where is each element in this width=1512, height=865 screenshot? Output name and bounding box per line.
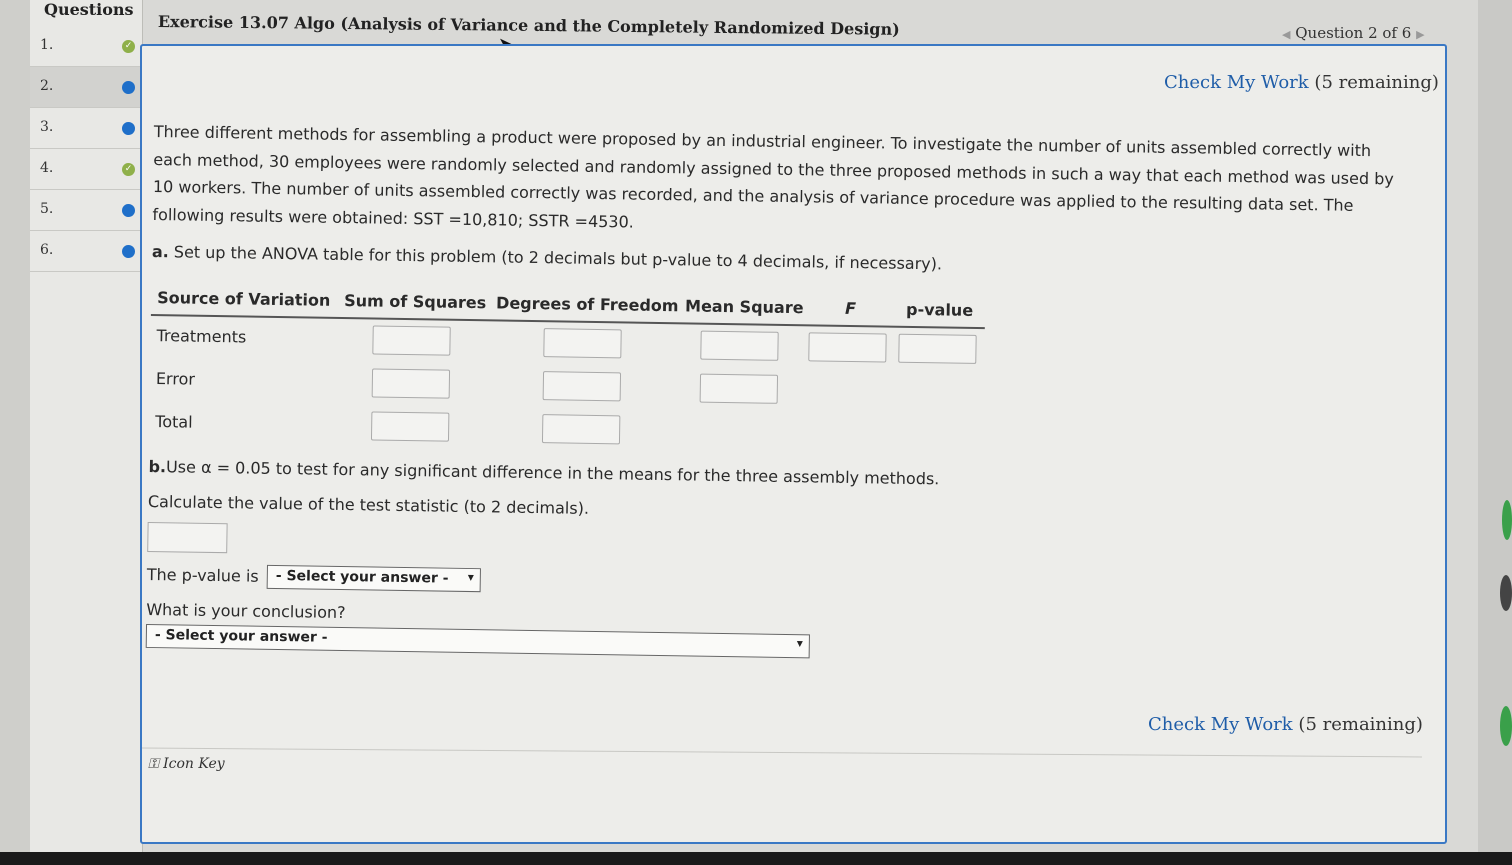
- left-edge: [0, 0, 30, 865]
- part-b-label: b.: [148, 456, 167, 477]
- icon-key-link[interactable]: [148, 756, 225, 772]
- p-value-prefix: The p-value is: [146, 564, 259, 586]
- p-value-line: [147, 565, 259, 586]
- question-item-4[interactable]: [30, 149, 142, 190]
- green-edge-icon-2: [1500, 706, 1512, 746]
- question-number: 2.: [40, 78, 54, 94]
- status-dot-icon: [122, 81, 135, 94]
- question-item-6[interactable]: [30, 231, 142, 272]
- check-my-work-label: Check My Work: [1164, 72, 1309, 93]
- treatments-df-input[interactable]: [543, 328, 621, 358]
- exercise-title: Exercise 13.07 Algo (Analysis of Variance and the Completely Randomized Design): [157, 12, 900, 39]
- question-nav-label: Question 2 of 6: [1295, 24, 1412, 42]
- question-number: 5.: [40, 201, 54, 217]
- calc-prompt: Calculate the value of the test statistic (to 2 decimals).: [147, 491, 590, 518]
- status-dot-icon: [122, 204, 135, 217]
- next-question-icon[interactable]: ▶: [1416, 28, 1425, 41]
- question-number: 4.: [40, 160, 54, 176]
- treatments-ms-input[interactable]: [700, 331, 778, 361]
- part-a-text: Set up the ANOVA table for this problem (to 2 decimals but p-value to 4 decimals, if necessary).: [173, 242, 943, 274]
- check-my-work-button-bottom[interactable]: [1148, 714, 1423, 735]
- header-source: Source of Variation: [157, 288, 331, 310]
- check-icon: ✓: [122, 163, 135, 176]
- header-sum-of-squares: Sum of Squares: [344, 291, 487, 313]
- p-value-input[interactable]: [898, 334, 976, 364]
- question-item-3[interactable]: [30, 108, 142, 149]
- row-label: Treatments: [156, 326, 247, 347]
- taskbar-edge: [0, 852, 1512, 865]
- row-label: Total: [155, 412, 193, 432]
- treatments-ss-input[interactable]: [372, 325, 450, 355]
- error-ss-input[interactable]: [372, 368, 450, 398]
- row-label: Error: [155, 369, 196, 389]
- conclusion-question: What is your conclusion?: [146, 599, 346, 623]
- header-p-value: p-value: [905, 299, 974, 320]
- question-item-2[interactable]: [30, 67, 142, 108]
- icon-key-label: Icon Key: [163, 756, 225, 772]
- part-b-text: Use α = 0.05 to test for any significant difference in the means for the three assembly methods.: [165, 457, 940, 489]
- header-f: F: [844, 298, 857, 319]
- error-df-input[interactable]: [543, 371, 621, 401]
- green-edge-icon: [1502, 500, 1512, 540]
- error-ms-input[interactable]: [700, 374, 778, 404]
- question-content: [146, 118, 1414, 651]
- question-number: 6.: [40, 242, 54, 258]
- status-dot-icon: [122, 122, 135, 135]
- p-value-select-text: - Select your answer -: [275, 567, 449, 587]
- question-number: 1.: [40, 37, 54, 53]
- p-value-select[interactable]: [267, 565, 481, 592]
- f-input[interactable]: [808, 332, 886, 362]
- header-degrees-of-freedom: Degrees of Freedom: [495, 293, 679, 316]
- question-item-5[interactable]: [30, 190, 142, 231]
- key-icon: ⚿: [148, 756, 159, 772]
- status-dot-icon: [122, 245, 135, 258]
- chevron-down-icon: ▾: [467, 569, 474, 585]
- questions-sidebar: [30, 0, 143, 865]
- question-number: 3.: [40, 119, 54, 135]
- question-navigation[interactable]: [1282, 24, 1425, 42]
- sidebar-title: Questions: [44, 0, 134, 19]
- question-item-1[interactable]: [30, 26, 142, 67]
- total-ss-input[interactable]: [371, 411, 449, 441]
- chevron-down-icon: ▾: [796, 636, 803, 651]
- prev-question-icon[interactable]: ◀: [1282, 28, 1291, 41]
- test-statistic-input[interactable]: [147, 522, 227, 553]
- remaining-count: (5 remaining): [1298, 714, 1423, 735]
- conclusion-select-text: - Select your answer -: [154, 627, 328, 646]
- total-df-input[interactable]: [542, 414, 620, 444]
- dark-edge-icon: [1500, 575, 1512, 611]
- check-my-work-button-top[interactable]: [1164, 72, 1439, 93]
- header-mean-square: Mean Square: [684, 296, 804, 318]
- problem-paragraph: Three different methods for assembling a product were proposed by an industrial engineer. To investigate the number of units assembled correctly with each method, 30 employees were randomly selected and randomly assigned to the three proposed methods in such a way that each method was used by 10 workers. The number of units assembled correctly was recorded, and the analysis of variance procedure was applied to the resulting data set. The following results were obtained: SST =10,810; SSTR =4530.: [152, 121, 1394, 232]
- check-icon: ✓: [122, 40, 135, 53]
- remaining-count: (5 remaining): [1314, 72, 1439, 93]
- check-my-work-label: Check My Work: [1148, 714, 1293, 735]
- anova-table: [149, 284, 985, 458]
- part-a-label: a.: [151, 241, 169, 262]
